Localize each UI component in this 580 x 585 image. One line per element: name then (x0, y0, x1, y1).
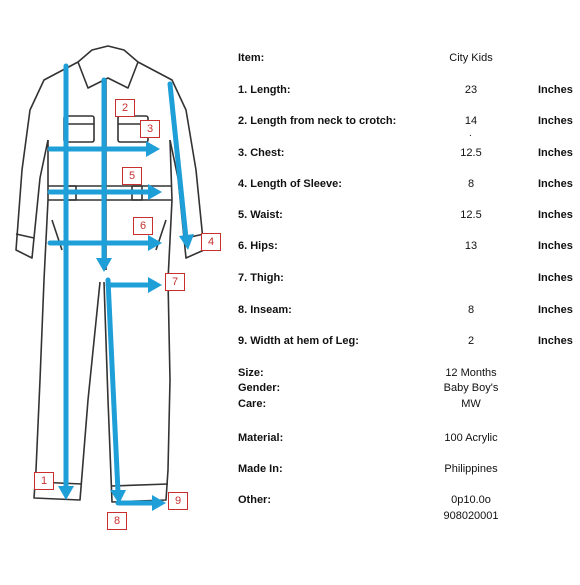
marker-6: 6 (133, 217, 153, 235)
marker-3: 3 (140, 120, 160, 138)
inseam-label: 8. Inseam: (238, 304, 292, 316)
hem-width-value: 2 (467, 335, 475, 347)
marker-5: 5 (122, 167, 142, 185)
marker-8: 8 (107, 512, 127, 530)
thigh-unit: Inches (538, 272, 573, 284)
hips-value: 13 (464, 240, 478, 252)
care-label: Care: (238, 398, 267, 410)
other-value-1: 0p10.0o (451, 494, 491, 506)
stray-mark: . (469, 128, 472, 139)
hem-width-unit: Inches (538, 335, 573, 347)
chest-value: 12.5 (460, 147, 482, 159)
chest-label: 3. Chest: (238, 147, 285, 159)
other-value-2: 908020001 (443, 510, 499, 522)
hips-unit: Inches (538, 240, 573, 252)
item-label: Item: (238, 52, 265, 64)
marker-7: 7 (165, 273, 185, 291)
size-label: Size: (238, 367, 264, 379)
marker-2: 2 (115, 99, 135, 117)
sleeve-label: 4. Length of Sleeve: (238, 178, 342, 190)
neck-crotch-label: 2. Length from neck to crotch: (238, 115, 397, 127)
jumpsuit-outline (0, 0, 235, 580)
gender-value: Baby Boy's (443, 382, 499, 394)
neck-crotch-value: 14 (464, 115, 478, 127)
hips-label: 6. Hips: (238, 240, 278, 252)
marker-1: 1 (34, 472, 54, 490)
sleeve-unit: Inches (538, 178, 573, 190)
sleeve-value: 8 (467, 178, 475, 190)
other-label: Other: (238, 494, 271, 506)
length-unit: Inches (538, 84, 573, 96)
waist-value: 12.5 (460, 209, 482, 221)
item-value: City Kids (449, 52, 493, 64)
made-in-label: Made In: (238, 463, 283, 475)
made-in-value: Philippines (444, 463, 498, 475)
marker-9: 9 (168, 492, 188, 510)
length-value: 23 (464, 84, 478, 96)
size-value: 12 Months (445, 367, 497, 379)
waist-unit: Inches (538, 209, 573, 221)
jumpsuit-diagram (0, 0, 235, 580)
waist-label: 5. Waist: (238, 209, 283, 221)
material-label: Material: (238, 432, 284, 444)
hem-width-label: 9. Width at hem of Leg: (238, 335, 359, 347)
thigh-label: 7. Thigh: (238, 272, 284, 284)
inseam-unit: Inches (538, 304, 573, 316)
inseam-value: 8 (467, 304, 475, 316)
length-label: 1. Length: (238, 84, 291, 96)
marker-4: 4 (201, 233, 221, 251)
material-value: 100 Acrylic (444, 432, 498, 444)
chest-unit: Inches (538, 147, 573, 159)
care-value: MW (461, 398, 481, 410)
gender-label: Gender: (238, 382, 281, 394)
neck-crotch-unit: Inches (538, 115, 573, 127)
